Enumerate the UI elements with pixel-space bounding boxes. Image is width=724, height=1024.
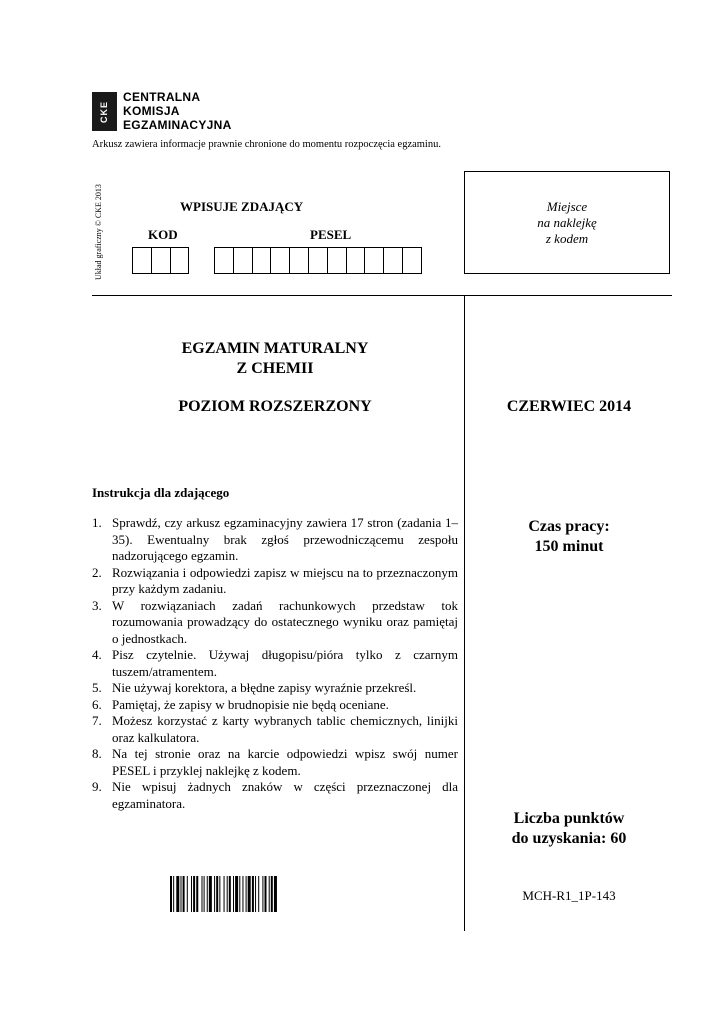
institution-name-line-2: KOMISJA <box>123 104 180 118</box>
sticker-placeholder <box>464 171 670 274</box>
pesel-label: PESEL <box>310 227 352 242</box>
copyright-side-text: Układ graficzny © CKE 2013 <box>94 184 103 280</box>
kod-digit-box[interactable] <box>132 247 152 274</box>
list-item: 5. Nie używaj korektora, a błędne zapisy wyraźnie przekreśl. <box>92 680 417 695</box>
kod-label: KOD <box>148 227 178 242</box>
institution-name <box>123 90 232 132</box>
pesel-digit-box[interactable] <box>383 247 403 274</box>
list-item: 8. Na tej stronie oraz na karcie odpowiedzi wpisz swój numer PESEL i przyklej naklejkę z kodem. <box>92 746 458 778</box>
pesel-digit-box[interactable] <box>402 247 422 274</box>
pesel-digit-box[interactable] <box>289 247 309 274</box>
kod-digit-box[interactable] <box>170 247 190 274</box>
list-item: 7. Możesz korzystać z karty wybranych tablic chemicznych, linijki oraz kalkulatora. <box>92 713 458 745</box>
list-item: 6. Pamiętaj, że zapisy w brudnopisie nie będą oceniane. <box>92 696 389 712</box>
exam-date: CZERWIEC 2014 <box>506 398 632 415</box>
pesel-digit-box[interactable] <box>308 247 328 274</box>
sticker-line-1: Miejsce <box>546 199 588 214</box>
institution-name-line-3: EGZAMINACYJNA <box>123 118 232 132</box>
instructions-list <box>92 515 458 812</box>
list-item: 9. Nie wpisuj żadnych znaków w części przeznaczonej dla egzaminatora. <box>92 779 458 811</box>
points-value: do uzyskania: 60 <box>511 830 627 847</box>
arkusz-code: MCH-R1_1P-143 <box>522 888 616 903</box>
cke-logo-icon: CKE <box>92 92 117 131</box>
vertical-divider <box>464 295 465 931</box>
sticker-line-3: z kodem <box>545 231 589 246</box>
pesel-digit-box[interactable] <box>364 247 384 274</box>
sticker-line-2: na naklejkę <box>537 215 597 230</box>
horizontal-divider <box>92 295 672 296</box>
pesel-digit-box[interactable] <box>346 247 366 274</box>
confidentiality-notice: Arkusz zawiera informacje prawnie chronione do momentu rozpoczęcia egzaminu. <box>92 139 441 150</box>
pesel-digit-box[interactable] <box>252 247 272 274</box>
kod-digit-box[interactable] <box>151 247 171 274</box>
pesel-digit-box[interactable] <box>233 247 253 274</box>
pesel-input-boxes[interactable] <box>214 247 421 274</box>
kod-input-boxes[interactable] <box>132 247 188 274</box>
time-label: Czas pracy: <box>528 518 610 535</box>
instructions-title: Instrukcja dla zdającego <box>92 485 230 500</box>
list-item: 3. W rozwiązaniach zadań rachunkowych przedstaw tok rozumowania prowadzący do ostatecznego wyniku oraz pamiętaj o jednostkach. <box>92 597 458 646</box>
time-value: 150 minut <box>534 538 604 555</box>
pesel-digit-box[interactable] <box>327 247 347 274</box>
barcode-icon <box>170 876 368 912</box>
pesel-digit-box[interactable] <box>214 247 234 274</box>
candidate-section-title: WPISUJE ZDAJĄCY <box>180 199 304 214</box>
list-item: 1. Sprawdź, czy arkusz egzaminacyjny zawiera 17 stron (zadania 1–35). Ewentualny brak zgłoś przewodniczącemu zespołu nadzorującego egzamin. <box>92 515 458 563</box>
list-item: 2. Rozwiązania i odpowiedzi zapisz w miejscu na to przeznaczonym przy każdym zadaniu. <box>92 564 458 596</box>
pesel-digit-box[interactable] <box>270 247 290 274</box>
exam-subject: Z CHEMII <box>236 360 314 377</box>
points-label: Liczba punktów <box>513 810 625 827</box>
list-item: 4. Pisz czytelnie. Używaj długopisu/pióra tylko z czarnym tuszem/atramentem. <box>92 647 458 679</box>
exam-level: POZIOM ROZSZERZONY <box>178 398 372 415</box>
exam-title: EGZAMIN MATURALNY <box>181 340 369 357</box>
institution-name-line-1: CENTRALNA <box>123 90 201 104</box>
